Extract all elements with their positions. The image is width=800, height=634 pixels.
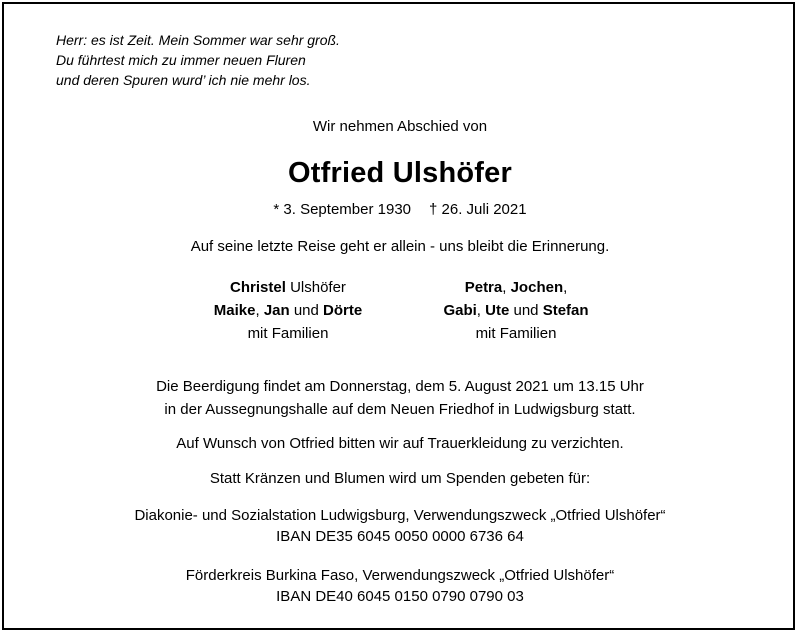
life-dates (0, 201, 800, 218)
family-line (188, 299, 388, 322)
family-name: Petra (464, 279, 503, 296)
donation-burkina (0, 565, 800, 607)
family-line (188, 276, 388, 299)
death-date: † 26. Juli 2021 (429, 201, 527, 218)
donation-intro: Statt Kränzen und Blumen wird um Spenden gebeten für: (209, 470, 591, 487)
family-name: Ute (485, 302, 510, 319)
funeral-line: Die Beerdigung findet am Donnerstag, dem 5. August 2021 um 13.15 Uhr (156, 378, 644, 395)
funeral-info (0, 375, 800, 421)
family-name: Jochen (510, 279, 564, 296)
separator: , (255, 302, 264, 319)
family-surname: Ulshöfer (285, 279, 346, 296)
donation-recipient: Diakonie- und Sozialstation Ludwigsburg, Verwendungszweck „Otfried Ulshöfer“ (134, 507, 666, 524)
separator: , (502, 279, 511, 296)
family-name: Jan (263, 302, 290, 319)
family-name: Stefan (542, 302, 589, 319)
intro-text: Wir nehmen Abschied von (312, 118, 488, 135)
separator: und (289, 302, 324, 319)
poem-line: Du führtest mich zu immer neuen Fluren (56, 52, 306, 68)
family-line (416, 299, 616, 322)
farewell-quote: Auf seine letzte Reise geht er allein - uns bleibt die Erinnerung. (190, 238, 610, 255)
poem (56, 30, 340, 90)
donation-iban: IBAN DE40 6045 0150 0790 0790 03 (276, 588, 524, 605)
family-line: mit Familien (475, 325, 557, 342)
donation-diakonie (0, 505, 800, 547)
poem-line: und deren Spuren wurd’ ich nie mehr los. (56, 72, 311, 88)
separator: , (476, 302, 486, 319)
family-name: Maike (213, 302, 256, 319)
funeral-line: in der Aussegnungshalle auf dem Neuen Friedhof in Ludwigsburg statt. (164, 401, 636, 418)
family-name: Dörte (323, 302, 363, 319)
family-name: Christel (230, 279, 286, 296)
family-name: Gabi (443, 302, 477, 319)
poem-line: Herr: es ist Zeit. Mein Sommer war sehr groß. (56, 32, 340, 48)
family-right (416, 276, 616, 345)
family-line (416, 276, 616, 299)
separator: und (509, 302, 543, 319)
separator: , (563, 279, 568, 296)
deceased-name: Otfried Ulshöfer (288, 157, 512, 189)
family-left (188, 276, 388, 345)
donation-recipient: Förderkreis Burkina Faso, Verwendungszweck „Otfried Ulshöfer“ (185, 567, 615, 584)
birth-date: * 3. September 1930 (273, 201, 411, 218)
donation-iban: IBAN DE35 6045 0050 0000 6736 64 (276, 528, 524, 545)
dress-request: Auf Wunsch von Otfried bitten wir auf Trauerkleidung zu verzichten. (176, 435, 624, 452)
family-line: mit Familien (247, 325, 329, 342)
